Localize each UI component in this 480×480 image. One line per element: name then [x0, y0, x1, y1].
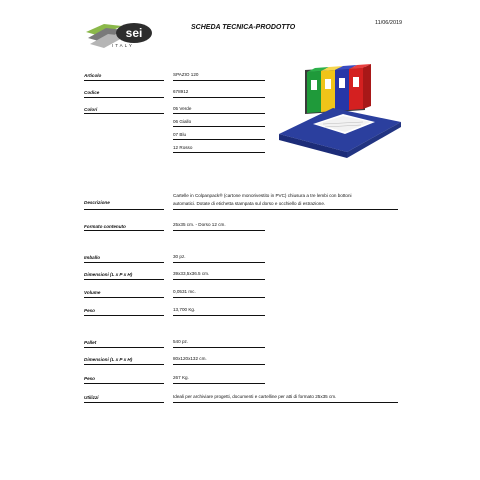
divider — [173, 364, 265, 365]
date: 11/06/2019 — [375, 20, 403, 26]
pallet-label: Pallet — [84, 340, 97, 345]
divider — [173, 297, 265, 298]
peso-label: Peso — [84, 308, 95, 313]
divider — [84, 383, 164, 384]
pallet-dimensioni-label: Dimensioni (L x P x H) — [84, 357, 133, 362]
divider — [173, 279, 265, 280]
pallet-peso-value: 267 Kg. — [173, 375, 189, 380]
divider — [84, 402, 164, 403]
logo-text: sei — [125, 26, 143, 40]
divider — [84, 230, 164, 231]
descrizione-value-1: Cartelle in Colpanpack® (cartone monorivestito in PVC) chiusura a tre lembi con bottoni — [173, 193, 352, 198]
divider — [84, 279, 164, 280]
divider — [84, 297, 164, 298]
codice-value: 678912 — [173, 89, 189, 94]
formato-value: 25x35 cm. - Dorso 12 cm. — [173, 222, 226, 227]
logo-subtitle: ITALY — [112, 43, 134, 48]
imballo-label: Imballo — [84, 255, 101, 260]
formato-label: Formato contenuto — [84, 224, 126, 229]
colori-value-2: 06 Giallo — [173, 119, 192, 124]
peso-value: 13,700 Kg. — [173, 307, 196, 312]
utilizzi-value: Ideali per archiviare progetti, documenti e cartelline per atti di formato 25x35 cm. — [173, 394, 337, 399]
product-image — [273, 64, 403, 159]
volume-label: Volume — [84, 290, 101, 295]
divider — [84, 97, 164, 98]
divider — [84, 113, 164, 114]
pallet-peso-label: Peso — [84, 376, 95, 381]
page-title: SCHEDA TECNICA-PRODOTTO — [191, 24, 296, 31]
divider — [84, 315, 164, 316]
divider — [84, 364, 164, 365]
dimensioni-value: 39x33,5x36.5 cm. — [173, 271, 210, 276]
codice-label: Codice — [84, 90, 100, 95]
divider — [173, 230, 265, 231]
divider — [84, 347, 164, 348]
divider — [173, 80, 265, 81]
divider — [84, 262, 164, 263]
dimensioni-label: Dimensioni (L x P x H) — [84, 272, 133, 277]
colori-value-3: 07 Blu — [173, 132, 187, 137]
descrizione-value-2: automatici. Dotate di etichetta stampata sul dorso e occhiello di estrazione. — [173, 201, 326, 206]
divider — [173, 113, 265, 114]
divider — [173, 139, 265, 140]
colori-label: Colori — [84, 107, 98, 112]
divider — [173, 209, 398, 210]
descrizione-label: Descrizione — [84, 200, 110, 205]
divider — [173, 347, 265, 348]
divider — [173, 402, 398, 403]
divider — [84, 209, 164, 210]
divider — [173, 97, 265, 98]
pallet-value: 540 pz. — [173, 339, 189, 344]
articolo-value: SPAZIO 120 — [173, 72, 199, 77]
articolo-label: Articolo — [84, 73, 102, 78]
utilizzi-label: Utilizzi — [84, 395, 99, 400]
divider — [173, 262, 265, 263]
divider — [173, 383, 265, 384]
divider — [173, 126, 265, 127]
colori-value-4: 12 Rosso — [173, 145, 193, 150]
divider — [173, 152, 265, 153]
imballo-value: 30 pz. — [173, 254, 186, 259]
volume-value: 0,0531 mc. — [173, 289, 196, 294]
colori-value-1: 05 Verde — [173, 106, 192, 111]
divider — [84, 80, 164, 81]
divider — [173, 315, 265, 316]
pallet-dimensioni-value: 80x120x132 cm. — [173, 356, 207, 361]
